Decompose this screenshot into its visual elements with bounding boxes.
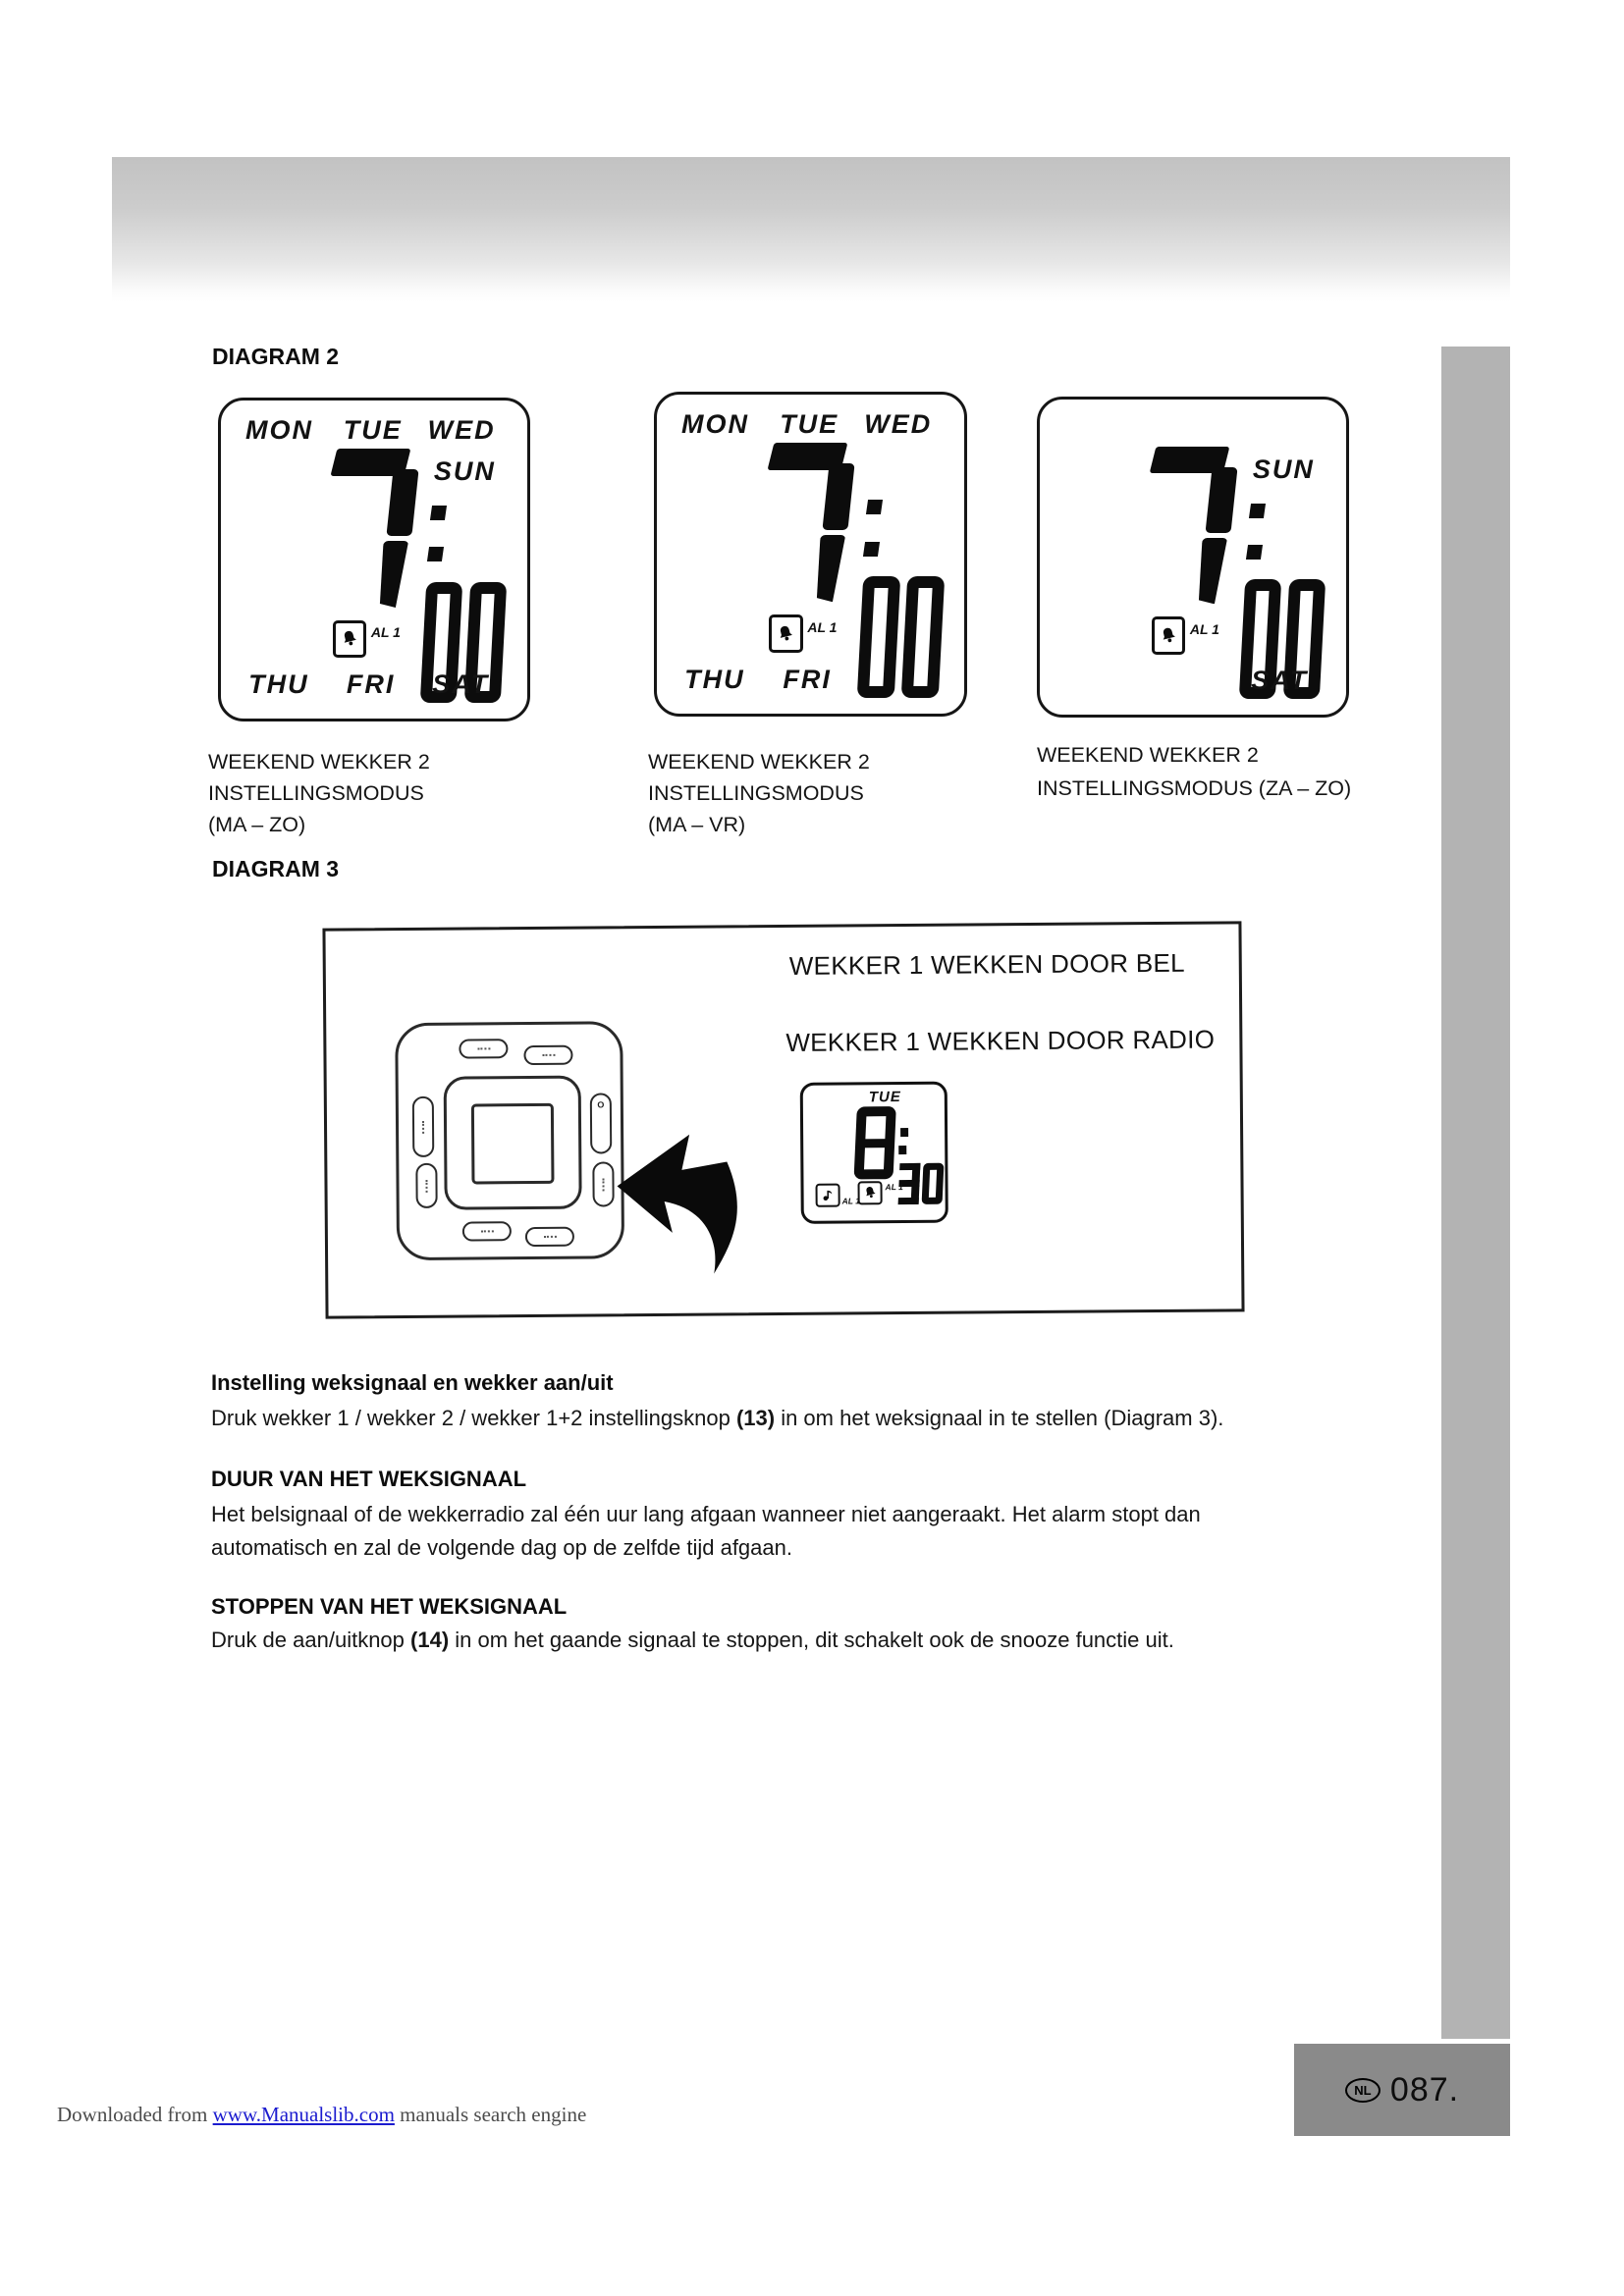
clock-radio-device-drawing: [395, 1021, 624, 1260]
caption-line: INSTELLINGSMODUS (ZA – ZO): [1037, 776, 1352, 800]
day-label-sun: SUN: [1252, 454, 1315, 485]
alarm1-label: AL 1: [1189, 621, 1219, 638]
section-title-stoppen: STOPPEN VAN HET WEKSIGNAAL: [211, 1594, 568, 1619]
minute-digit-zero: [856, 576, 899, 698]
digit-seven-lower-segment: [377, 541, 409, 608]
day-label-wed: WED: [864, 408, 933, 439]
header-gradient-bar: [112, 157, 1510, 302]
colon-dot: [430, 506, 447, 520]
section-title-duur: DUUR VAN HET WEKSIGNAAL: [211, 1467, 527, 1491]
caption-za-zo: [1037, 738, 1351, 805]
lcd-display-ma-zo: [218, 398, 530, 721]
colon-dot: [1246, 545, 1263, 560]
body-text: Druk de aan/uitknop: [211, 1628, 411, 1652]
section-body-stoppen: [211, 1628, 1174, 1653]
mini-day-label: TUE: [868, 1089, 901, 1106]
device-button-right-upper: [590, 1093, 612, 1153]
bell-icon: [1156, 621, 1181, 651]
lcd-display-ma-vr: [654, 392, 967, 717]
alarm1-label: AL 1: [370, 624, 401, 641]
caption-line: (MA – VR): [648, 813, 746, 836]
manualslib-link[interactable]: www.Manualslib.com: [212, 2103, 395, 2126]
device-button-o-label: O: [597, 1099, 605, 1110]
alarm-bell-box: [1152, 616, 1185, 655]
section-body-instelling: [211, 1406, 1223, 1431]
bell-alarm-box: [857, 1181, 882, 1204]
music-note-icon: [820, 1188, 836, 1203]
day-label-tue: TUE: [343, 414, 403, 445]
digit-seven-upper-segment: [386, 469, 418, 536]
day-label-wed: WED: [427, 414, 496, 445]
digit-seven-lower-segment: [1196, 538, 1228, 604]
bell-icon: [773, 619, 798, 649]
page-number: 087.: [1389, 2070, 1460, 2109]
day-label-sat: SAT: [432, 668, 490, 699]
day-label-sun: SUN: [433, 455, 496, 486]
footer: [57, 2103, 586, 2127]
footer-prefix: Downloaded from: [57, 2103, 213, 2126]
diagram3-heading: DIAGRAM 3: [212, 856, 340, 881]
colon-dot: [863, 542, 880, 557]
section-body-duur-line1: Het belsignaal of de wekkerradio zal één uur lang afgaan wanneer niet aangeraakt. Het alarm stopt dan: [211, 1502, 1201, 1526]
colon-dot: [427, 547, 444, 561]
minute-digit-zero: [901, 576, 945, 698]
caption-line: (MA – ZO): [208, 813, 306, 836]
label-wekken-door-radio: WEKKER 1 WEKKEN DOOR RADIO: [785, 1024, 1216, 1057]
alarm-bell-box: [333, 620, 366, 659]
caption-line: INSTELLINGSMODUS: [648, 781, 864, 805]
device-button-top-right: [523, 1045, 572, 1065]
day-label-thu: THU: [684, 664, 745, 694]
digit-seven-upper-segment: [1205, 467, 1237, 533]
radio-alarm-box: [816, 1184, 840, 1207]
colon-dot: [1249, 504, 1266, 518]
alarm1-bell-label: AL 1: [885, 1182, 903, 1193]
caption-line: WEEKEND WEKKER 2: [1037, 743, 1259, 767]
day-label-sat: SAT: [1251, 666, 1309, 696]
digit-eight-middle-segment: [859, 1139, 891, 1148]
ref-14: (14): [410, 1628, 450, 1652]
device-button-top-left: [459, 1039, 508, 1058]
device-button-left-lower: [415, 1163, 437, 1208]
digit-seven-lower-segment: [813, 535, 845, 602]
day-label-mon: MON: [244, 414, 313, 445]
device-button-alarm-set: [592, 1161, 614, 1206]
alarm1-label: AL 1: [807, 619, 838, 636]
alarm-bell-box: [769, 614, 802, 653]
ref-13: (13): [735, 1406, 776, 1430]
bell-icon: [337, 624, 362, 654]
device-screen: [471, 1103, 555, 1185]
caption-line: WEEKEND WEKKER 2: [648, 750, 870, 774]
body-text: in om het weksignaal in te stellen (Diagram 3).: [775, 1406, 1224, 1430]
minute-digit-zero: [922, 1163, 945, 1204]
device-button-bottom-left: [462, 1221, 512, 1241]
colon-dot: [866, 500, 883, 514]
label-wekken-door-bel: WEKKER 1 WEKKEN DOOR BEL: [788, 947, 1185, 981]
device-button-bottom-right: [525, 1227, 574, 1247]
mini-lcd-display: [800, 1082, 948, 1224]
page-number-badge: [1294, 2044, 1510, 2136]
caption-line: INSTELLINGSMODUS: [208, 781, 424, 805]
day-label-thu: THU: [248, 668, 309, 699]
caption-ma-vr: [648, 746, 870, 840]
nl-region-badge: NL: [1345, 2078, 1380, 2103]
section-body-duur-line2: automatisch en zal de volgende dag op de zelfde tijd afgaan.: [211, 1535, 792, 1560]
colon-dot: [900, 1128, 908, 1137]
day-label-fri: FRI: [783, 664, 832, 694]
body-text: in om het gaande signaal te stoppen, dit schakelt ook de snooze functie uit.: [449, 1628, 1174, 1652]
right-side-gray-bar: [1441, 347, 1510, 2039]
day-label-tue: TUE: [780, 408, 839, 439]
footer-suffix: manuals search engine: [394, 2103, 587, 2126]
pointer-arrow-icon: [613, 1130, 761, 1276]
digit-seven-upper-segment: [823, 463, 855, 530]
colon-dot: [898, 1146, 906, 1154]
lcd-display-za-zo: [1037, 397, 1349, 718]
device-button-left-upper: [412, 1096, 434, 1157]
diagram2-heading: DIAGRAM 2: [212, 344, 340, 369]
bell-icon: [861, 1184, 880, 1202]
day-label-mon: MON: [681, 408, 750, 439]
caption-ma-zo: [208, 746, 430, 840]
day-label-fri: FRI: [346, 668, 396, 699]
diagram3-figure-box: [322, 921, 1244, 1318]
section-title-instelling: Instelling weksignaal en wekker aan/uit: [211, 1370, 614, 1395]
alarm1-radio-label: AL 1: [841, 1196, 860, 1206]
body-text: Druk wekker 1 / wekker 2 / wekker 1+2 instellingsknop: [211, 1406, 736, 1430]
caption-line: WEEKEND WEKKER 2: [208, 750, 430, 774]
